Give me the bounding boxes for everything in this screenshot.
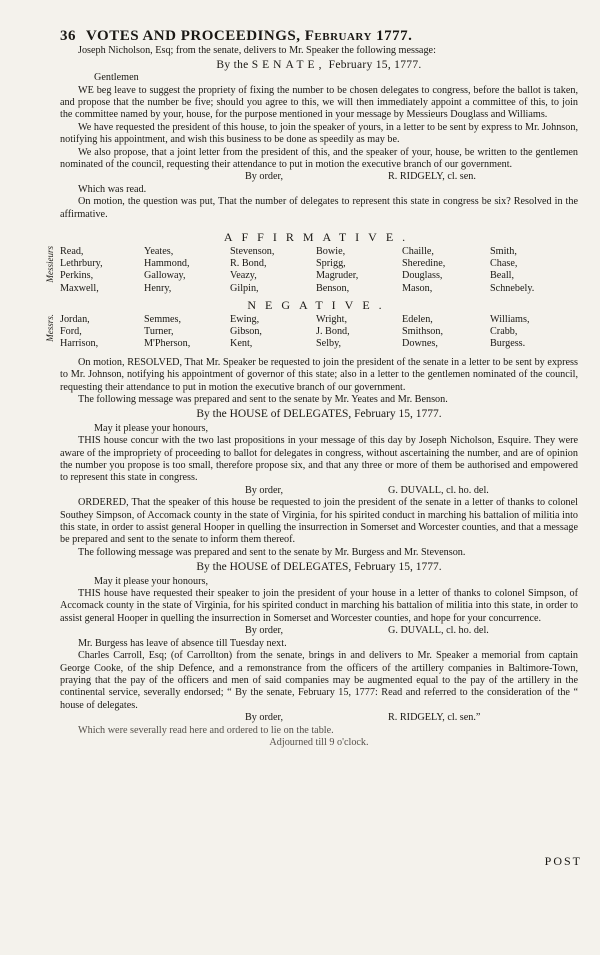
vote-name: Bowie, [316,245,346,257]
vote-name: Chase, [490,257,518,269]
vote-name: M'Pherson, [144,338,191,350]
vote-name: Smithson, [402,325,444,337]
vote-name: Read, [60,245,84,257]
negative-names [60,314,578,351]
affirmative-side-label: Messieurs [45,245,55,282]
vote-name: Selby, [316,338,342,350]
vote-name: Smith, [490,245,517,257]
negative-side-label: Messrs. [45,313,55,342]
house-2-signature: By order, G. DUVALL, cl. ho. del. [244,625,489,637]
vote-name: J. Bond, [316,325,350,337]
carroll-signature: By order, R. RIDGELY, cl. sen.” [244,712,481,724]
vote-name: Downes, [402,338,438,350]
vote-name: R. Bond, [230,257,267,269]
house-2-salutation: May it please your honours, [94,575,209,587]
vote-name: Veazy, [230,270,257,282]
vote-name: Maxwell, [60,282,99,294]
vote-name: Semmes, [144,313,182,325]
vote-name: Benson, [316,282,350,294]
vote-name: Ford, [60,325,82,337]
vote-name: Schnebely. [490,282,535,294]
vote-name: Chaille, [402,245,434,257]
vote-name: Mason, [402,282,433,294]
senate-message-p1: WE beg leave to suggest the propriety of fixing the number to be chosen delegates to congress, before the ballot is taken, and propose that the number be five; should you agree to this, we will then immediately appoint a committee of this, to join the committee named by your, house, for the purpose mentioned in your message by Messieurs Douglass and Williams. [60,84,578,121]
negative-title: NEGATIVE. [247,298,391,313]
vote-name: Douglass, [402,270,443,282]
adjourned-line: Adjourned till 9 o'clock. [269,736,369,748]
vote-name: Gilpin, [230,282,259,294]
resolved-paragraph: On motion, RESOLVED, That Mr. Speaker be requested to join the president of the senate in a letter to be sent by express to Mr. Johnson, notifying his appointment of governor of this state; also in a letter to the gentlemen nominated of the council, requesting their attendance to put in motion the executive branch of our government. [60,356,578,393]
vote-name: Stevenson, [230,245,275,257]
motion-paragraph: On motion, the question was put, That the number of delegates to represent this state in congress be six? Resolved in the affirmative. [60,196,578,220]
vote-name: Sheredine, [402,257,446,269]
following-message-1: The following message was prepared and sent to the senate by Mr. Yeates and Mr. Benson. [78,393,448,405]
vote-name: Jordan, [60,313,90,325]
catchword: POST [544,854,582,868]
vote-name: Burgess. [490,338,526,350]
vote-name: Turner, [144,325,174,337]
ordered-paragraph: ORDERED, That the speaker of this house be requested to join the president of the senate in a letter of thanks to colonel Southey Simpson, of Accomack county in the state of Virginia, for his spirited conduct in marching his battalion of militia into this state, in order to assist general Hooper in quelling the insurrection in Somerset and Worcester counties, and that a message be prepared and sent to the senate to inform them thereof. [60,497,578,546]
senate-heading: By the SENATE, February 15, 1777. [216,58,422,71]
vote-name: Perkins, [60,270,94,282]
vote-name: Crabb, [490,325,518,337]
vote-name: Gibson, [230,325,262,337]
house-1-signature: By order, G. DUVALL, cl. ho. del. [244,484,489,496]
affirmative-names [60,246,578,296]
vote-name: Hammond, [144,257,190,269]
vote-name: Lethrbury, [60,257,103,269]
vote-name: Galloway, [144,270,186,282]
leave-of-absence: Mr. Burgess has leave of absence till Tuesday next. [78,637,287,649]
senate-salutation: Gentlemen [94,72,139,84]
page-header [60,30,578,42]
carroll-paragraph: Charles Carroll, Esq; (of Carrollton) from the senate, brings in and delivers to Mr. Speaker a memorial from captain George Cooke, of the ship Defence, and a remonstrance from the officers of the artillery companies in Baltimore-Town, praying that the pay of the officers and men of said companies may be augmented equal to the pay of the artillery in the continental service, severally endorsed; “ By the senate, February 15, 1777: Read and referred to the consideration of the “ house of delegates. [60,650,578,711]
negative-block [45,313,578,351]
following-message-2: The following message was prepared and sent to the senate by Mr. Burgess and Mr. Stevenson. [78,546,466,558]
senate-message-p2: We have requested the president of this house, to join the speaker of yours, in a letter to be sent by express to Mr. Johnson, notifying his appointment, and wish this business to be done as speedily as may be. [60,121,578,146]
vote-name: Williams, [490,313,530,325]
house-1-salutation: May it please your honours, [94,422,209,434]
house-1-message: THIS house concur with the two last propositions in your message of this day by Joseph Nicholson, Esquire. They were aware of the impropriety of proceeding to ballot for delegates in congress, without ascertaining the number, and are of opinion the number you propose is too small, therefore propose six, and that any three or more of them be authorised and empowered to represent this state in congress. [60,435,578,484]
page-title: VOTES AND PROCEEDINGS, February 1777. [86,28,413,44]
vote-name: Harrison, [60,338,99,350]
vote-name: Beall, [490,270,515,282]
house-heading-1: By the HOUSE of DELEGATES, February 15, 1777. [196,408,442,421]
vote-name: Edelen, [402,313,433,325]
vote-name: Kent, [230,338,253,350]
which-severally-read: Which were severally read here and ordered to lie on the table. [78,724,334,736]
house-2-message: THIS house have requested their speaker to join the president of your house in a letter of thanks to colonel Simpson, of Accomack county in the state of Virginia, for his spirited conduct in marching his battalion of militia into this state, in order to assist general Hooper in quelling the insurrection in Somerset and Worcester counties, and hope for your concurrence. [60,588,578,624]
senate-signature: By order, R. RIDGELY, cl. sen. [244,171,476,183]
affirmative-block [45,245,578,296]
vote-name: Ewing, [230,313,260,325]
affirmative-title: AFFIRMATIVE. [223,230,415,245]
vote-name: Sprigg, [316,257,346,269]
vote-name: Henry, [144,282,172,294]
intro-paragraph: Joseph Nicholson, Esq; from the senate, delivers to Mr. Speaker the following message: [78,45,436,57]
house-heading-2: By the HOUSE of DELEGATES, February 15, 1777. [196,561,442,574]
which-was-read: Which was read. [78,183,147,195]
vote-name: Magruder, [316,270,359,282]
vote-name: Wright, [316,313,347,325]
senate-message-p3: We also propose, that a joint letter from the president of this, and the speaker of your, house, be written to the gentlemen nominated of the council, requesting their attendance to put in motion the executive branch of our government. [60,146,578,171]
page-number: 36 [60,28,76,44]
vote-name: Yeates, [144,245,174,257]
